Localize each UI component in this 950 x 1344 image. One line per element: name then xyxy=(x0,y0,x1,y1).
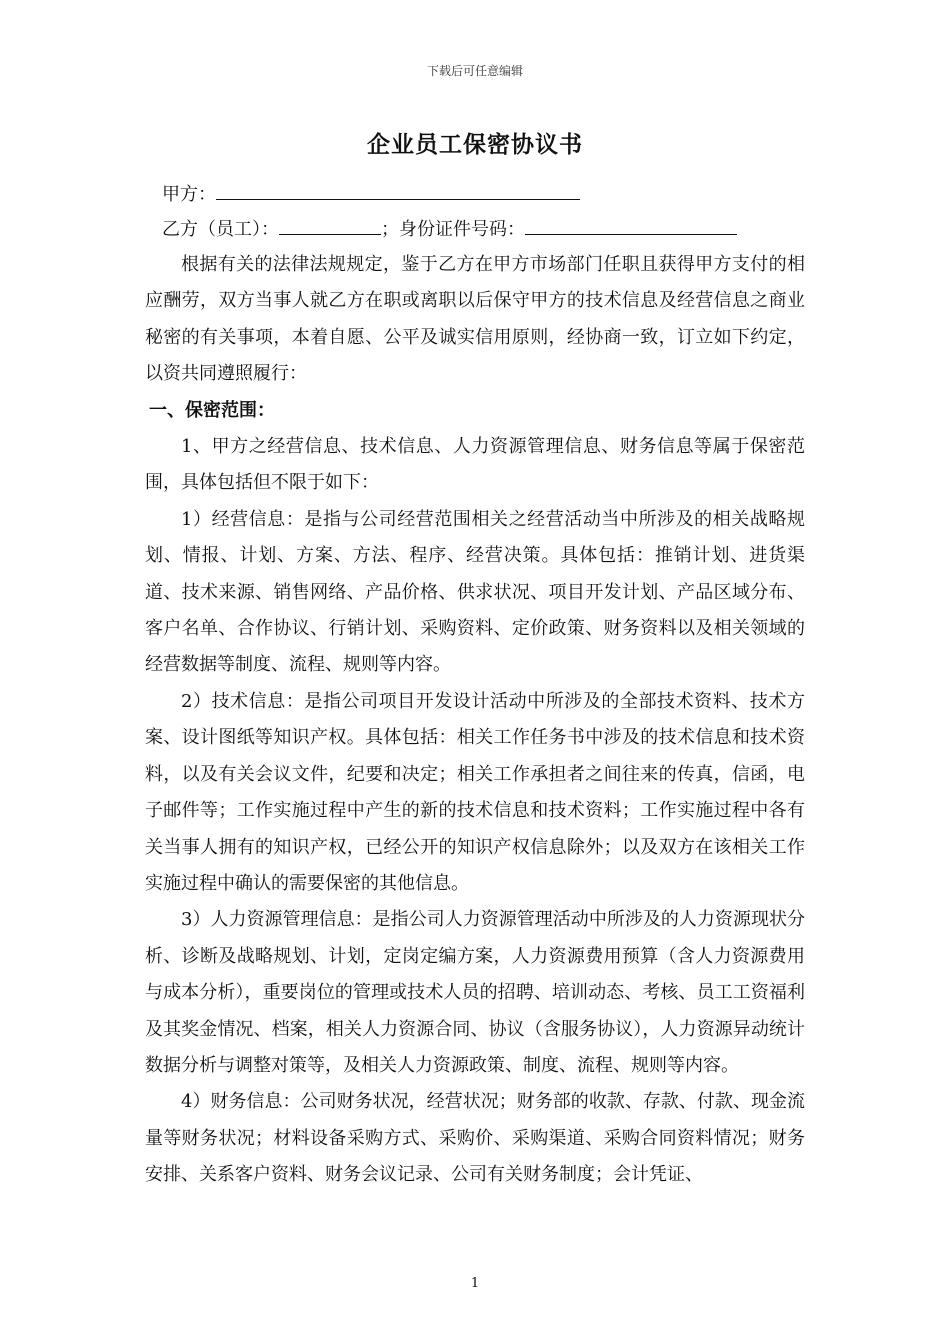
header-note: 下载后可任意编辑 xyxy=(426,64,523,78)
agreement-body xyxy=(145,247,805,1194)
document-title: 企业员工保密协议书 xyxy=(367,131,583,158)
party-b-line xyxy=(162,216,737,242)
id-number-label: 身份证件号码： xyxy=(399,219,525,240)
party-b-separator: ； xyxy=(381,219,399,240)
party-a-blank xyxy=(216,181,580,200)
id-number-blank xyxy=(525,216,737,235)
clause-paragraph: 1、甲方之经营信息、技术信息、人力资源管理信息、财务信息等属于保密范围，具体包括但不限于如下： xyxy=(145,436,805,494)
clause-paragraph: 3）人力资源管理信息：是指公司人力资源管理活动中所涉及的人力资源现状分析、诊断及战略规划、计划，定岗定编方案，人力资源费用预算（含人力资源费用与成本分析），重要岗位的管理或技术人员的招聘、培训动态、考核、员工工资福利及其奖金情况、档案，相关人力资源合同、协议（含服务协议），人力资源异动统计数据分析与调整对策等，及相关人力资源政策、制度、流程、规则等内容。 xyxy=(145,909,805,1076)
party-a-line xyxy=(162,181,580,207)
section-heading: 一、保密范围： xyxy=(149,399,275,421)
clause-paragraph: 4）财务信息：公司财务状况，经营状况；财务部的收款、存款、付款、现金流量等财务状况；材料设备采购方式、采购价、采购渠道、采购合同资料情况；财务安排、关系客户资料、财务会议记录、公司有关财务制度；会计凭证、 xyxy=(145,1091,805,1186)
preamble-paragraph: 根据有关的法律法规规定，鉴于乙方在甲方市场部门任职且获得甲方支付的相应酬劳，双方当事人就乙方在职或离职以后保守甲方的技术信息及经营信息之商业秘密的有关事项，本着自愿、公平及诚实信用原则，经协商一致，订立如下约定，以资共同遵照履行： xyxy=(145,254,805,385)
clause-paragraph: 1）经营信息：是指与公司经营范围相关之经营活动当中所涉及的相关战略规划、情报、计划、方案、方法、程序、经营决策。具体包括：推销计划、进货渠道、技术来源、销售网络、产品价格、供求状况、项目开发计划、产品区域分布、客户名单、合作协议、行销计划、采购资料、定价政策、财务资料以及相关领域的经营数据等制度、流程、规则等内容。 xyxy=(145,508,805,676)
page-number: 1 xyxy=(470,1276,480,1291)
party-a-label: 甲方： xyxy=(162,184,216,205)
party-b-label: 乙方（员工）： xyxy=(162,219,279,240)
clause-paragraph: 2）技术信息：是指公司项目开发设计活动中所涉及的全部技术资料、技术方案、设计图纸等知识产权。具体包括：相关工作任务书中涉及的技术信息和技术资料，以及有关会议文件，纪要和决定；相关工作承担者之间往来的传真，信函，电子邮件等；工作实施过程中产生的新的技术信息和技术资料；工作实施过程中各有关当事人拥有的知识产权，已经公开的知识产权信息除外；以及双方在该相关工作实施过程中确认的需要保密的其他信息。 xyxy=(145,690,805,894)
party-b-blank xyxy=(279,216,381,235)
